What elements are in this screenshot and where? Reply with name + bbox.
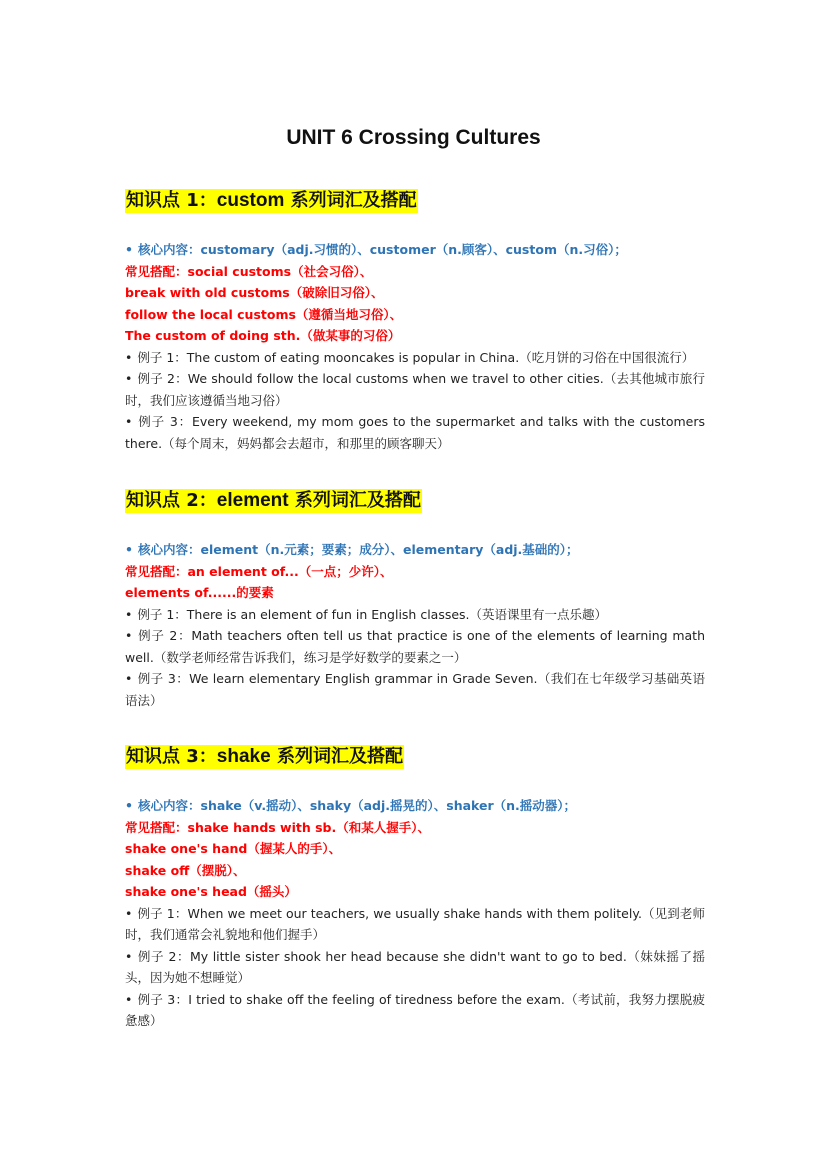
bullet-icon: • [125,798,133,813]
collocation-line: break with old customs（破除旧习俗）、 [125,285,384,300]
heading-word: element [216,490,289,511]
bullet-icon: • [125,991,133,1007]
example-item [125,604,705,626]
section-heading [125,745,404,769]
core-text: 核心内容：shake（v.摇动）、shaky（adj.摇晃的）、shaker（n.摇动器）； [138,798,577,813]
heading-prefix: 知识点 1： [126,190,217,211]
example-item [125,668,705,711]
collocation-line: The custom of doing sth.（做某事的习俗） [125,328,401,343]
bullet-icon: • [125,414,133,429]
collocation-line: shake off（摆脱）、 [125,862,246,878]
example-text: 例子 1：There is an element of fun in English classes.（英语课里有一点乐趣） [137,606,608,622]
example-item [125,946,705,989]
section-heading [125,189,418,213]
example-text: 例子 2：My little sister shook her head because she didn't want to go to bed.（妹妹摇了摇头，因为她不想睡觉） [125,948,705,985]
example-text: 例子 3：We learn elementary English grammar in Grade Seven.（我们在七年级学习基础英语语法） [125,671,705,708]
collocation-line: 常见搭配：social customs（社会习俗）、 [125,263,373,279]
bullet-icon: • [125,948,133,964]
core-text: 核心内容：element（n.元素；要素；成分）、elementary（adj.基础的）； [138,542,579,557]
collocation-line: shake one's hand（握某人的手）、 [125,841,342,856]
core-content [125,539,705,561]
bullet-icon: • [125,628,133,643]
collocation-line: shake one's head（摇头） [125,884,297,899]
section-element [125,489,705,711]
example-item [125,625,705,668]
example-item [125,989,705,1032]
bullet-icon: • [125,349,133,365]
example-item [125,411,705,454]
example-text: 例子 2：We should follow the local customs when we travel to other cities.（去其他城市旅行时，我们应该遵循当地习俗） [125,371,705,408]
bullet-icon: • [125,606,133,622]
collocation-line: elements of......的要素 [125,585,274,600]
heading-word: custom [216,190,285,211]
section-heading [125,489,422,513]
heading-prefix: 知识点 3： [126,746,217,767]
core-text: 核心内容：customary（adj.习惯的）、customer（n.顾客）、custom（n.习俗）； [138,242,627,257]
example-item [125,347,705,369]
heading-word: shake [216,746,271,767]
section-shake [125,745,705,1032]
heading-suffix: 系列词汇及搭配 [270,746,403,767]
bullet-icon: • [125,671,133,686]
example-text: 例子 3：Every weekend, my mom goes to the supermarket and talks with the customers there.（每个周末，妈妈都会去超市，和那里的顾客聊天） [125,414,705,451]
collocation-line: follow the local customs（遵循当地习俗）、 [125,306,403,322]
collocation-line: 常见搭配：an element of...（一点；少许）、 [125,563,393,579]
collocation-line: 常见搭配：shake hands with sb.（和某人握手）、 [125,819,430,835]
page-title: UNIT 6 Crossing Cultures [286,126,541,149]
heading-prefix: 知识点 2： [126,490,217,511]
heading-suffix: 系列词汇及搭配 [284,190,417,211]
example-text: 例子 2：Math teachers often tell us that practice is one of the elements of learning math well.（数学老师经常告诉我们，练习是学好数学的要素之一） [125,628,705,665]
bullet-icon: • [125,242,133,257]
example-text: 例子 1：When we meet our teachers, we usually shake hands with them politely.（见到老师时，我们通常会礼貌地和他们握手） [125,905,705,942]
bullet-icon: • [125,905,133,921]
section-custom [125,189,705,454]
heading-suffix: 系列词汇及搭配 [288,490,421,511]
core-content [125,239,705,261]
bullet-icon: • [125,371,133,386]
bullet-icon: • [125,542,133,557]
example-item [125,368,705,411]
example-text: 例子 3：I tried to shake off the feeling of tiredness before the exam.（考试前，我努力摆脱疲惫感） [125,991,705,1028]
example-item [125,903,705,946]
core-content [125,795,705,817]
example-text: 例子 1：The custom of eating mooncakes is popular in China.（吃月饼的习俗在中国很流行） [137,349,695,365]
